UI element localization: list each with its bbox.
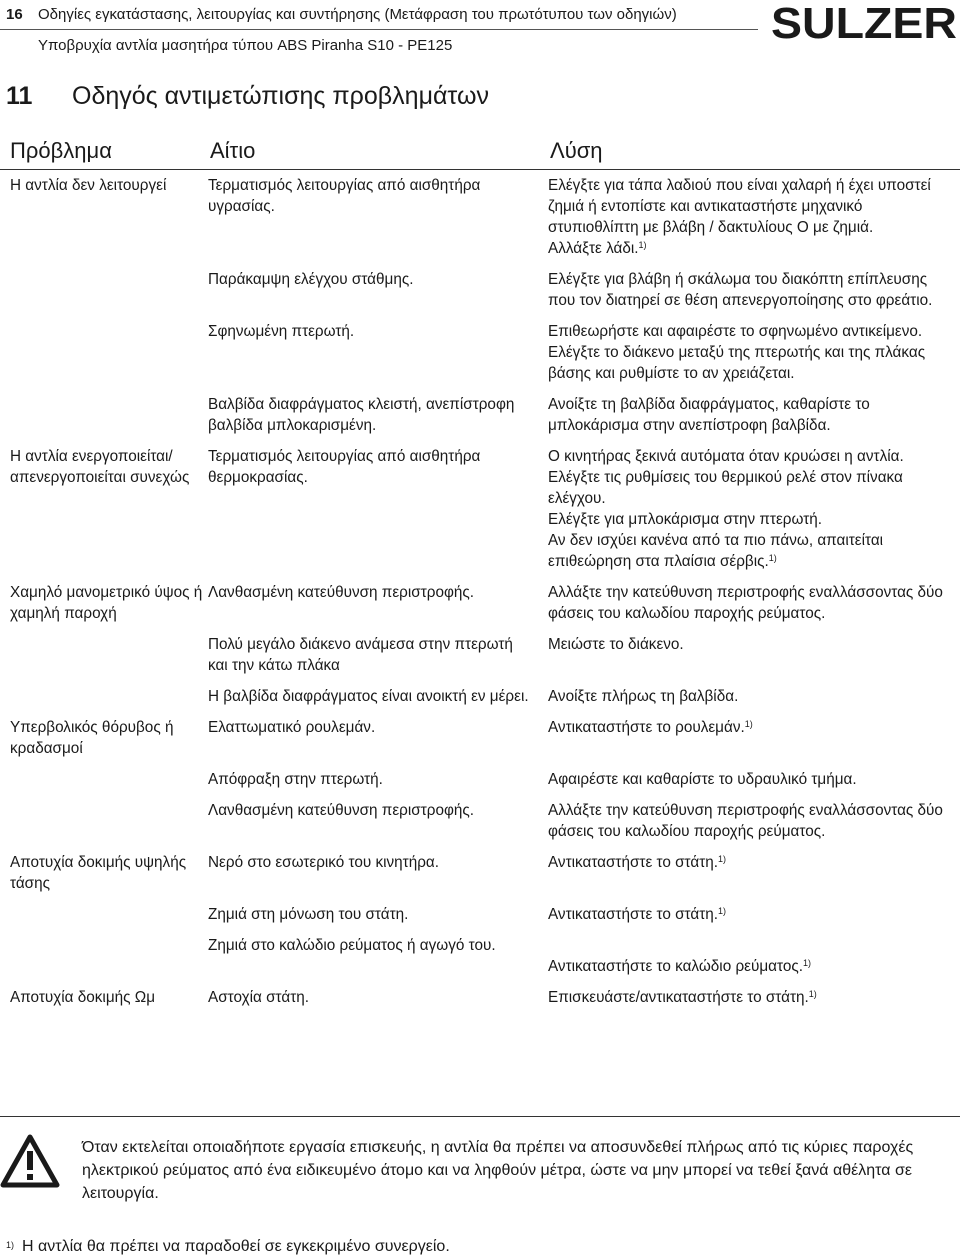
solution-cell — [548, 767, 960, 798]
problem-cell: Αποτυχία δοκιμής Ωμ — [10, 989, 156, 1006]
column-header-problem: Πρόβλημα — [10, 138, 112, 163]
solution-line — [548, 935, 954, 956]
solution-line-text: Αλλάξτε την κατεύθυνση περιστροφής εναλλάσσοντας δύο φάσεις του καλωδίου παροχής ρεύματος. — [548, 584, 943, 622]
solution-line — [548, 686, 954, 707]
cause-cell: Ζημιά στη μόνωση του στάτη. — [208, 906, 409, 923]
problem-cell: Η αντλία δεν λειτουργεί — [10, 177, 167, 194]
table-row — [0, 798, 960, 850]
table-row — [0, 267, 960, 319]
cause-cell: Τερματισμός λειτουργίας από αισθητήρα υγρασίας. — [208, 177, 481, 215]
solution-line — [548, 467, 954, 509]
troubleshooting-table — [0, 173, 960, 1016]
solution-cell — [548, 173, 960, 267]
solution-line-text: Αντικαταστήστε το καλώδιο ρεύματος. — [548, 958, 803, 975]
footnote-reference: 1) — [638, 240, 647, 250]
problem-cell — [0, 684, 204, 715]
header-rule — [0, 29, 758, 30]
solution-line — [548, 530, 954, 572]
footnote-marker: 1) — [6, 1240, 15, 1250]
cause-cell: Βαλβίδα διαφράγματος κλειστή, ανεπίστροφη βαλβίδα μπλοκαρισμένη. — [208, 396, 515, 434]
solution-line — [548, 956, 954, 977]
section-number: 11 — [6, 82, 33, 110]
solution-line-text: Ελέγξτε για τάπα λαδιού που είναι χαλαρή ή έχει υποστεί ζημιά ή εντοπίστε και αντικαταστήστε μηχανικό στυπιοθλίπτη με βλάβη / δακτυλίους Ο με ζημιά. — [548, 177, 931, 236]
cause-cell: Ζημιά στο καλώδιο ρεύματος ή αγωγό του. — [208, 937, 496, 954]
solution-line — [548, 509, 954, 530]
problem-cell — [0, 767, 204, 798]
solution-line-text: Ο κινητήρας ξεκινά αυτόματα όταν κρυώσει η αντλία. — [548, 448, 904, 465]
solution-line-text: Ελέγξτε τις ρυθμίσεις του θερμικού ρελέ στον πίνακα ελέγχου. — [548, 469, 903, 507]
solution-line-text: Ελέγξτε για μπλοκάρισμα στην πτερωτή. — [548, 511, 822, 528]
problem-cell — [0, 319, 204, 392]
table-row — [0, 580, 960, 632]
solution-cell — [548, 715, 960, 767]
problem-cell: Αποτυχία δοκιμής υψηλής τάσης — [10, 854, 187, 892]
document-title: Οδηγίες εγκατάστασης, λειτουργίας και συντήρησης (Μετάφραση του πρωτότυπου των οδηγιών) — [38, 6, 677, 23]
table-row — [0, 985, 960, 1016]
svg-text:SULZER: SULZER — [771, 0, 957, 44]
problem-cell — [0, 267, 204, 319]
column-header-cause: Αίτιο — [210, 138, 256, 163]
table-row — [0, 767, 960, 798]
footnote-reference: 1) — [768, 553, 777, 563]
warning-rule — [0, 1116, 960, 1117]
solution-line — [548, 394, 954, 436]
section-title: Οδηγός αντιμετώπισης προβλημάτων — [72, 82, 489, 110]
solution-cell — [548, 850, 960, 902]
cause-cell: Λανθασμένη κατεύθυνση περιστροφής. — [208, 584, 475, 601]
problem-cell — [0, 392, 204, 444]
solution-line-text: Ανοίξτε τη βαλβίδα διαφράγματος, καθαρίστε το μπλοκάρισμα στην ανεπίστροφη βαλβίδα. — [548, 396, 870, 434]
solution-line — [548, 800, 954, 842]
problem-cell: Χαμηλό μανομετρικό ύψος ή χαμηλή παροχή — [10, 584, 203, 622]
solution-line-text: Αντικαταστήστε το στάτη. — [548, 906, 719, 923]
footnote-reference: 1) — [744, 719, 753, 729]
problem-cell — [0, 933, 204, 985]
solution-line — [548, 238, 954, 259]
table-row — [0, 715, 960, 767]
cause-cell: Λανθασμένη κατεύθυνση περιστροφής. — [208, 802, 475, 819]
solution-line — [548, 321, 954, 384]
cause-cell: Τερματισμός λειτουργίας από αισθητήρα θερμοκρασίας. — [208, 448, 481, 486]
solution-line-text: Επισκευάστε/αντικαταστήστε το στάτη. — [548, 989, 809, 1006]
problem-cell: Η αντλία ενεργοποιείται/ απενεργοποιείται συνεχώς — [10, 448, 190, 486]
table-row — [0, 933, 960, 985]
problem-cell — [0, 798, 204, 850]
footnote-reference: 1) — [802, 958, 811, 968]
solution-cell — [548, 684, 960, 715]
table-row — [0, 850, 960, 902]
table-row — [0, 319, 960, 392]
solution-line — [548, 717, 954, 738]
cause-cell: Παράκαμψη ελέγχου στάθμης. — [208, 271, 414, 288]
solution-line-text: Ανοίξτε πλήρως τη βαλβίδα. — [548, 688, 739, 705]
solution-line-text: Επιθεωρήστε και αφαιρέστε το σφηνωμένο αντικείμενο. Ελέγξτε το διάκενο μεταξύ της πτερωτής και της πλάκας βάσης και ρυθμίστε το αν χρειάζεται. — [548, 323, 926, 382]
table-row — [0, 173, 960, 267]
table-row — [0, 684, 960, 715]
table-row — [0, 392, 960, 444]
warning-triangle-icon — [0, 1134, 60, 1188]
solution-line — [548, 904, 954, 925]
cause-cell: Η βαλβίδα διαφράγματος είναι ανοικτή εν μέρει. — [208, 688, 529, 705]
solution-line-text: Ελέγξτε για βλάβη ή σκάλωμα του διακόπτη επίπλευσης που τον διατηρεί σε θέση απενεργοποίησης στο φρεάτιο. — [548, 271, 933, 309]
table-row — [0, 632, 960, 684]
document-subtitle: Υποβρυχία αντλία μασητήρα τύπου ABS Piranha S10 - PE125 — [38, 37, 453, 54]
solution-line — [548, 446, 954, 467]
solution-line-text: Αντικαταστήστε το ρουλεμάν. — [548, 719, 745, 736]
solution-line — [548, 269, 954, 311]
solution-cell — [548, 319, 960, 392]
solution-line — [548, 582, 954, 624]
solution-line-text: Αφαιρέστε και καθαρίστε το υδραυλικό τμήμα. — [548, 771, 857, 788]
solution-cell — [548, 444, 960, 580]
cause-cell: Αστοχία στάτη. — [208, 989, 309, 1006]
solution-cell — [548, 798, 960, 850]
cause-cell: Σφηνωμένη πτερωτή. — [208, 323, 355, 340]
footnote-reference: 1) — [808, 989, 817, 999]
solution-line-text: Αλλάξτε λάδι. — [548, 240, 639, 257]
cause-cell: Πολύ μεγάλο διάκενο ανάμεσα στην πτερωτή και την κάτω πλάκα — [208, 636, 513, 674]
solution-line — [548, 175, 954, 238]
sulzer-logo — [768, 0, 960, 44]
solution-cell — [548, 933, 960, 985]
solution-line — [548, 987, 954, 1008]
solution-line — [548, 852, 954, 873]
solution-cell — [548, 632, 960, 684]
cause-cell: Απόφραξη στην πτερωτή. — [208, 771, 383, 788]
table-row — [0, 902, 960, 933]
problem-cell — [0, 632, 204, 684]
page-number: 16 — [6, 6, 23, 23]
solution-cell — [548, 985, 960, 1016]
footnote-reference: 1) — [718, 854, 727, 864]
table-header-rule — [0, 169, 960, 170]
problem-cell: Υπερβολικός θόρυβος ή κραδασμοί — [10, 719, 174, 757]
solution-line-text: Αν δεν ισχύει κανένα από τα πιο πάνω, απαιτείται επιθεώρηση στα πλαίσια σέρβις. — [548, 532, 884, 570]
solution-line-text: Μειώστε το διάκενο. — [548, 636, 684, 653]
footnote-reference: 1) — [718, 906, 727, 916]
solution-cell — [548, 902, 960, 933]
solution-cell — [548, 392, 960, 444]
footnote-text: Η αντλία θα πρέπει να παραδοθεί σε εγκεκριμένο συνεργείο. — [22, 1238, 450, 1255]
table-row — [0, 444, 960, 580]
solution-line-text: Αντικαταστήστε το στάτη. — [548, 854, 719, 871]
cause-cell: Ελαττωματικό ρουλεμάν. — [208, 719, 376, 736]
column-header-solution: Λύση — [550, 138, 603, 163]
cause-cell: Νερό στο εσωτερικό του κινητήρα. — [208, 854, 440, 871]
solution-line — [548, 769, 954, 790]
problem-cell — [0, 902, 204, 933]
solution-cell — [548, 580, 960, 632]
solution-line-text: Αλλάξτε την κατεύθυνση περιστροφής εναλλάσσοντας δύο φάσεις του καλωδίου παροχής ρεύματος. — [548, 802, 943, 840]
solution-cell — [548, 267, 960, 319]
warning-text: Όταν εκτελείται οποιαδήποτε εργασία επισκευής, η αντλία θα πρέπει να αποσυνδεθεί πλήρως από τις κύριες παροχές ηλεκτρικού ρεύματος από ένα ειδικευμένο άτομο και να ληφθούν μέτρα, ώστε να μην μπορεί να τεθεί ξανά αθέλητα σε λειτουργία. — [82, 1139, 914, 1202]
solution-line — [548, 634, 954, 655]
